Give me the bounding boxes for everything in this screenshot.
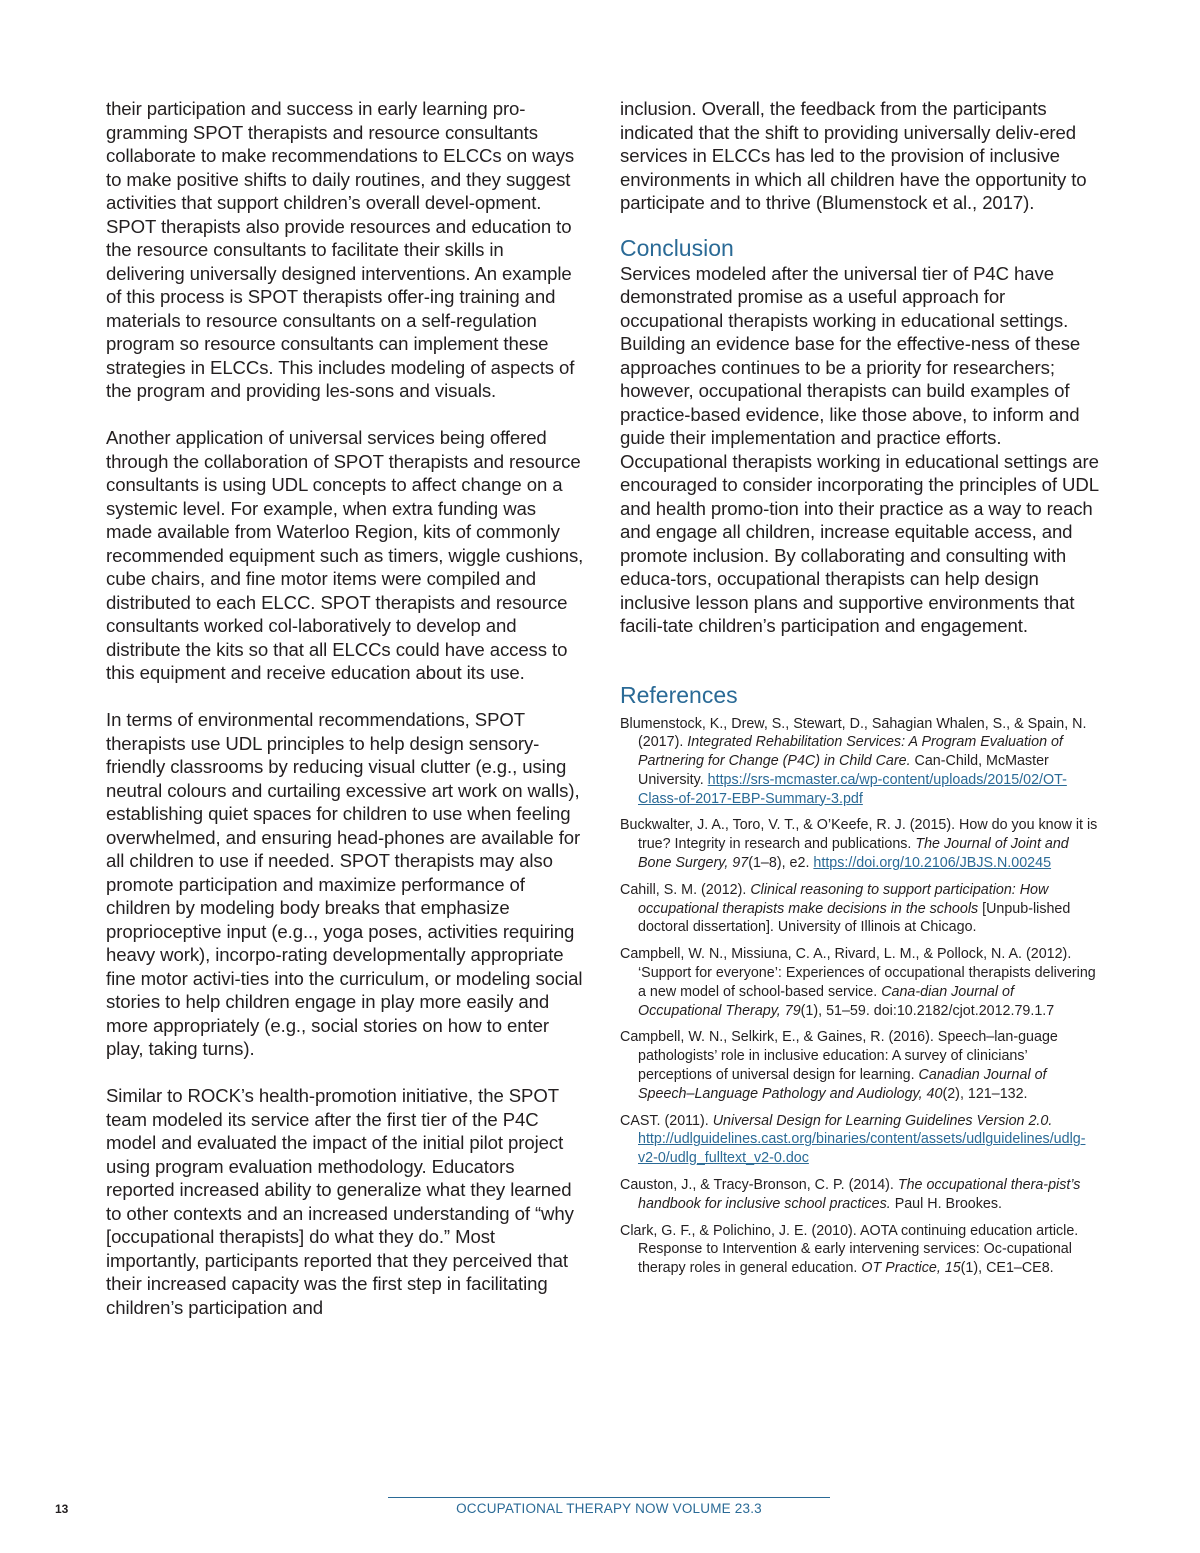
- body-paragraph: inclusion. Overall, the feedback from the participants indicated that the shift to providing universally deliv-ered services in ELCCs has led to the provision of inclusive environments in which all children have the opportunity to participate and to thrive (Blumenstock et al., 2017).: [620, 98, 1087, 213]
- reference-item: Causton, J., & Tracy-Bronson, C. P. (2014). The occupational thera-pist’s handbook for inclusive school practices. Paul H. Brookes.: [620, 1177, 1081, 1212]
- reference-item: Blumenstock, K., Drew, S., Stewart, D., Sahagian Whalen, S., & Spain, N. (2017). Integrated Rehabilitation Services: A Program Evaluation of Partnering for Change (P4C) in Child Care. Can-Child, McMaster University. https://srs-mcmaster.ca/wp-content/uploads/2015/02/OT-Class-of-2017-EBP-Summary-3.pdf: [620, 715, 1087, 807]
- left-column: [106, 97, 584, 1319]
- reference-link[interactable]: https://srs-mcmaster.ca/wp-content/uploads/2015/02/OT-Class-of-2017-EBP-Summary-3.pdf: [638, 771, 1067, 807]
- reference-link[interactable]: https://doi.org/10.2106/JBJS.N.00245: [813, 855, 1052, 872]
- footer-journal-title: OCCUPATIONAL THERAPY NOW VOLUME 23.3: [456, 1501, 762, 1516]
- reference-item: Buckwalter, J. A., Toro, V. T., & O’Keefe, R. J. (2015). How do you know it is true? Integrity in research and publications. The Journal of Joint and Bone Surgery, 97(1–8), e2. https://doi.org/10.2106/JBJS.N.00245: [620, 817, 1098, 872]
- reference-list: [620, 715, 1100, 1279]
- reference-item: CAST. (2011). Universal Design for Learning Guidelines Version 2.0. http://udlguidelines.cast.org/binaries/content/assets/udlguidelines/udlg-v2-0/udlg_fulltext_v2-0.doc: [620, 1112, 1086, 1167]
- section-heading-references: References: [620, 681, 738, 708]
- section-heading-conclusion: Conclusion: [620, 234, 734, 261]
- body-paragraph: Similar to ROCK’s health-promotion initiative, the SPOT team modeled its service after the first tier of the P4C model and evaluated the impact of the initial pilot project using program evaluation methodology. Educators reported increased ability to generalize what they learned to other contexts and an increased understanding of “why [occupational therapists] do what they do.” Most importantly, participants reported that they perceived that their increased capacity was the first step in facilitating children’s participation and: [106, 1085, 574, 1318]
- right-column: [620, 97, 1100, 1286]
- reference-item: Campbell, W. N., Missiuna, C. A., Rivard, L. M., & Pollock, N. A. (2012). ‘Support for everyone’: Experiences of occupational therapists delivering a new model of school-based service. Cana-dian Journal of Occupational Therapy, 79(1), 51–59. doi:10.2182/cjot.2012.79.1.7: [620, 946, 1096, 1019]
- reference-item: Campbell, W. N., Selkirk, E., & Gaines, R. (2016). Speech–lan-guage pathologists’ role in inclusive education: A survey of clinicians’ perceptions of universal design for learning. Canadian Journal of Speech–Language Pathology and Audiology, 40(2), 121–132.: [620, 1029, 1058, 1102]
- body-paragraph: In terms of environmental recommendations, SPOT therapists use UDL principles to help design sensory-friendly classrooms by reducing visual clutter (e.g., using neutral colours and curtailing excessive art work on walls), establishing quiet spaces for children to use when feeling overwhelmed, and ensuring head-phones are available for all children to use if needed. SPOT therapists may also promote participation and maximize performance of children by modeling body breaks that emphasize proprioceptive input (e.g.., yoga poses, activities requiring heavy work), incorpo-rating developmentally appropriate fine motor activi-ties into the curriculum, or modeling social stories to help children engage in play more easily and more appropriately (e.g., social stories on how to enter play, taking turns).: [106, 709, 583, 1059]
- body-paragraph: Another application of universal services being offered through the collaboration of SPOT therapists and resource consultants is using UDL concepts to affect change on a systemic level. For example, when extra funding was made available from Waterloo Region, kits of commonly recommended equipment such as timers, wiggle cushions, cube chairs, and fine motor items were compiled and distributed to each ELCC. SPOT therapists and resource consultants worked col-laboratively to develop and distribute the kits so that all ELCCs could have access to this equipment and receive education about its use.: [106, 427, 584, 683]
- body-paragraph: their participation and success in early learning pro-gramming SPOT therapists and resource consultants collaborate to make recommendations to ELCCs on ways to make positive shifts to daily routines, and they suggest activities that support children’s overall devel-opment. SPOT therapists also provide resources and education to the resource consultants to facilitate their skills in delivering universally designed interventions. An example of this process is SPOT therapists offer-ing training and materials to resource consultants on a self-regulation program so resource consultants can implement these strategies in ELCCs. This includes modeling of aspects of the program and providing les-sons and visuals.: [106, 98, 575, 401]
- reference-link[interactable]: http://udlguidelines.cast.org/binaries/content/assets/udlguidelines/udlg-v2-0/udlg_fulltext_v2-0.doc: [638, 1131, 1086, 1167]
- reference-item: Cahill, S. M. (2012). Clinical reasoning to support participation: How occupational therapists make decisions in the schools [Unpub-lished doctoral dissertation]. University of Illinois at Chicago.: [620, 881, 1071, 936]
- page-number: 13: [55, 1502, 69, 1516]
- conclusion-paragraph: Services modeled after the universal tier of P4C have demonstrated promise as a useful approach for occupational therapists working in educational settings. Building an evidence base for the effective-ness of these approaches continues to be a priority for researchers; however, occupational therapists can build examples of practice-based evidence, like those above, to inform and guide their implementation and practice efforts. Occupational therapists working in educational settings are encouraged to consider incorporating the principles of UDL and health promo-tion into their practice as a way to reach and engage all children, increase equitable access, and promote inclusion. By collaborating and consulting with educa-tors, occupational therapists can help design inclusive lesson plans and supportive environments that facili-tate children’s participation and engagement.: [620, 262, 1099, 636]
- reference-item: Clark, G. F., & Polichino, J. E. (2010). AOTA continuing education article. Response to Intervention & early intervening services: Oc-cupational therapy roles in general education. OT Practice, 15(1), CE1–CE8.: [620, 1222, 1079, 1277]
- footer-divider: [388, 1497, 830, 1498]
